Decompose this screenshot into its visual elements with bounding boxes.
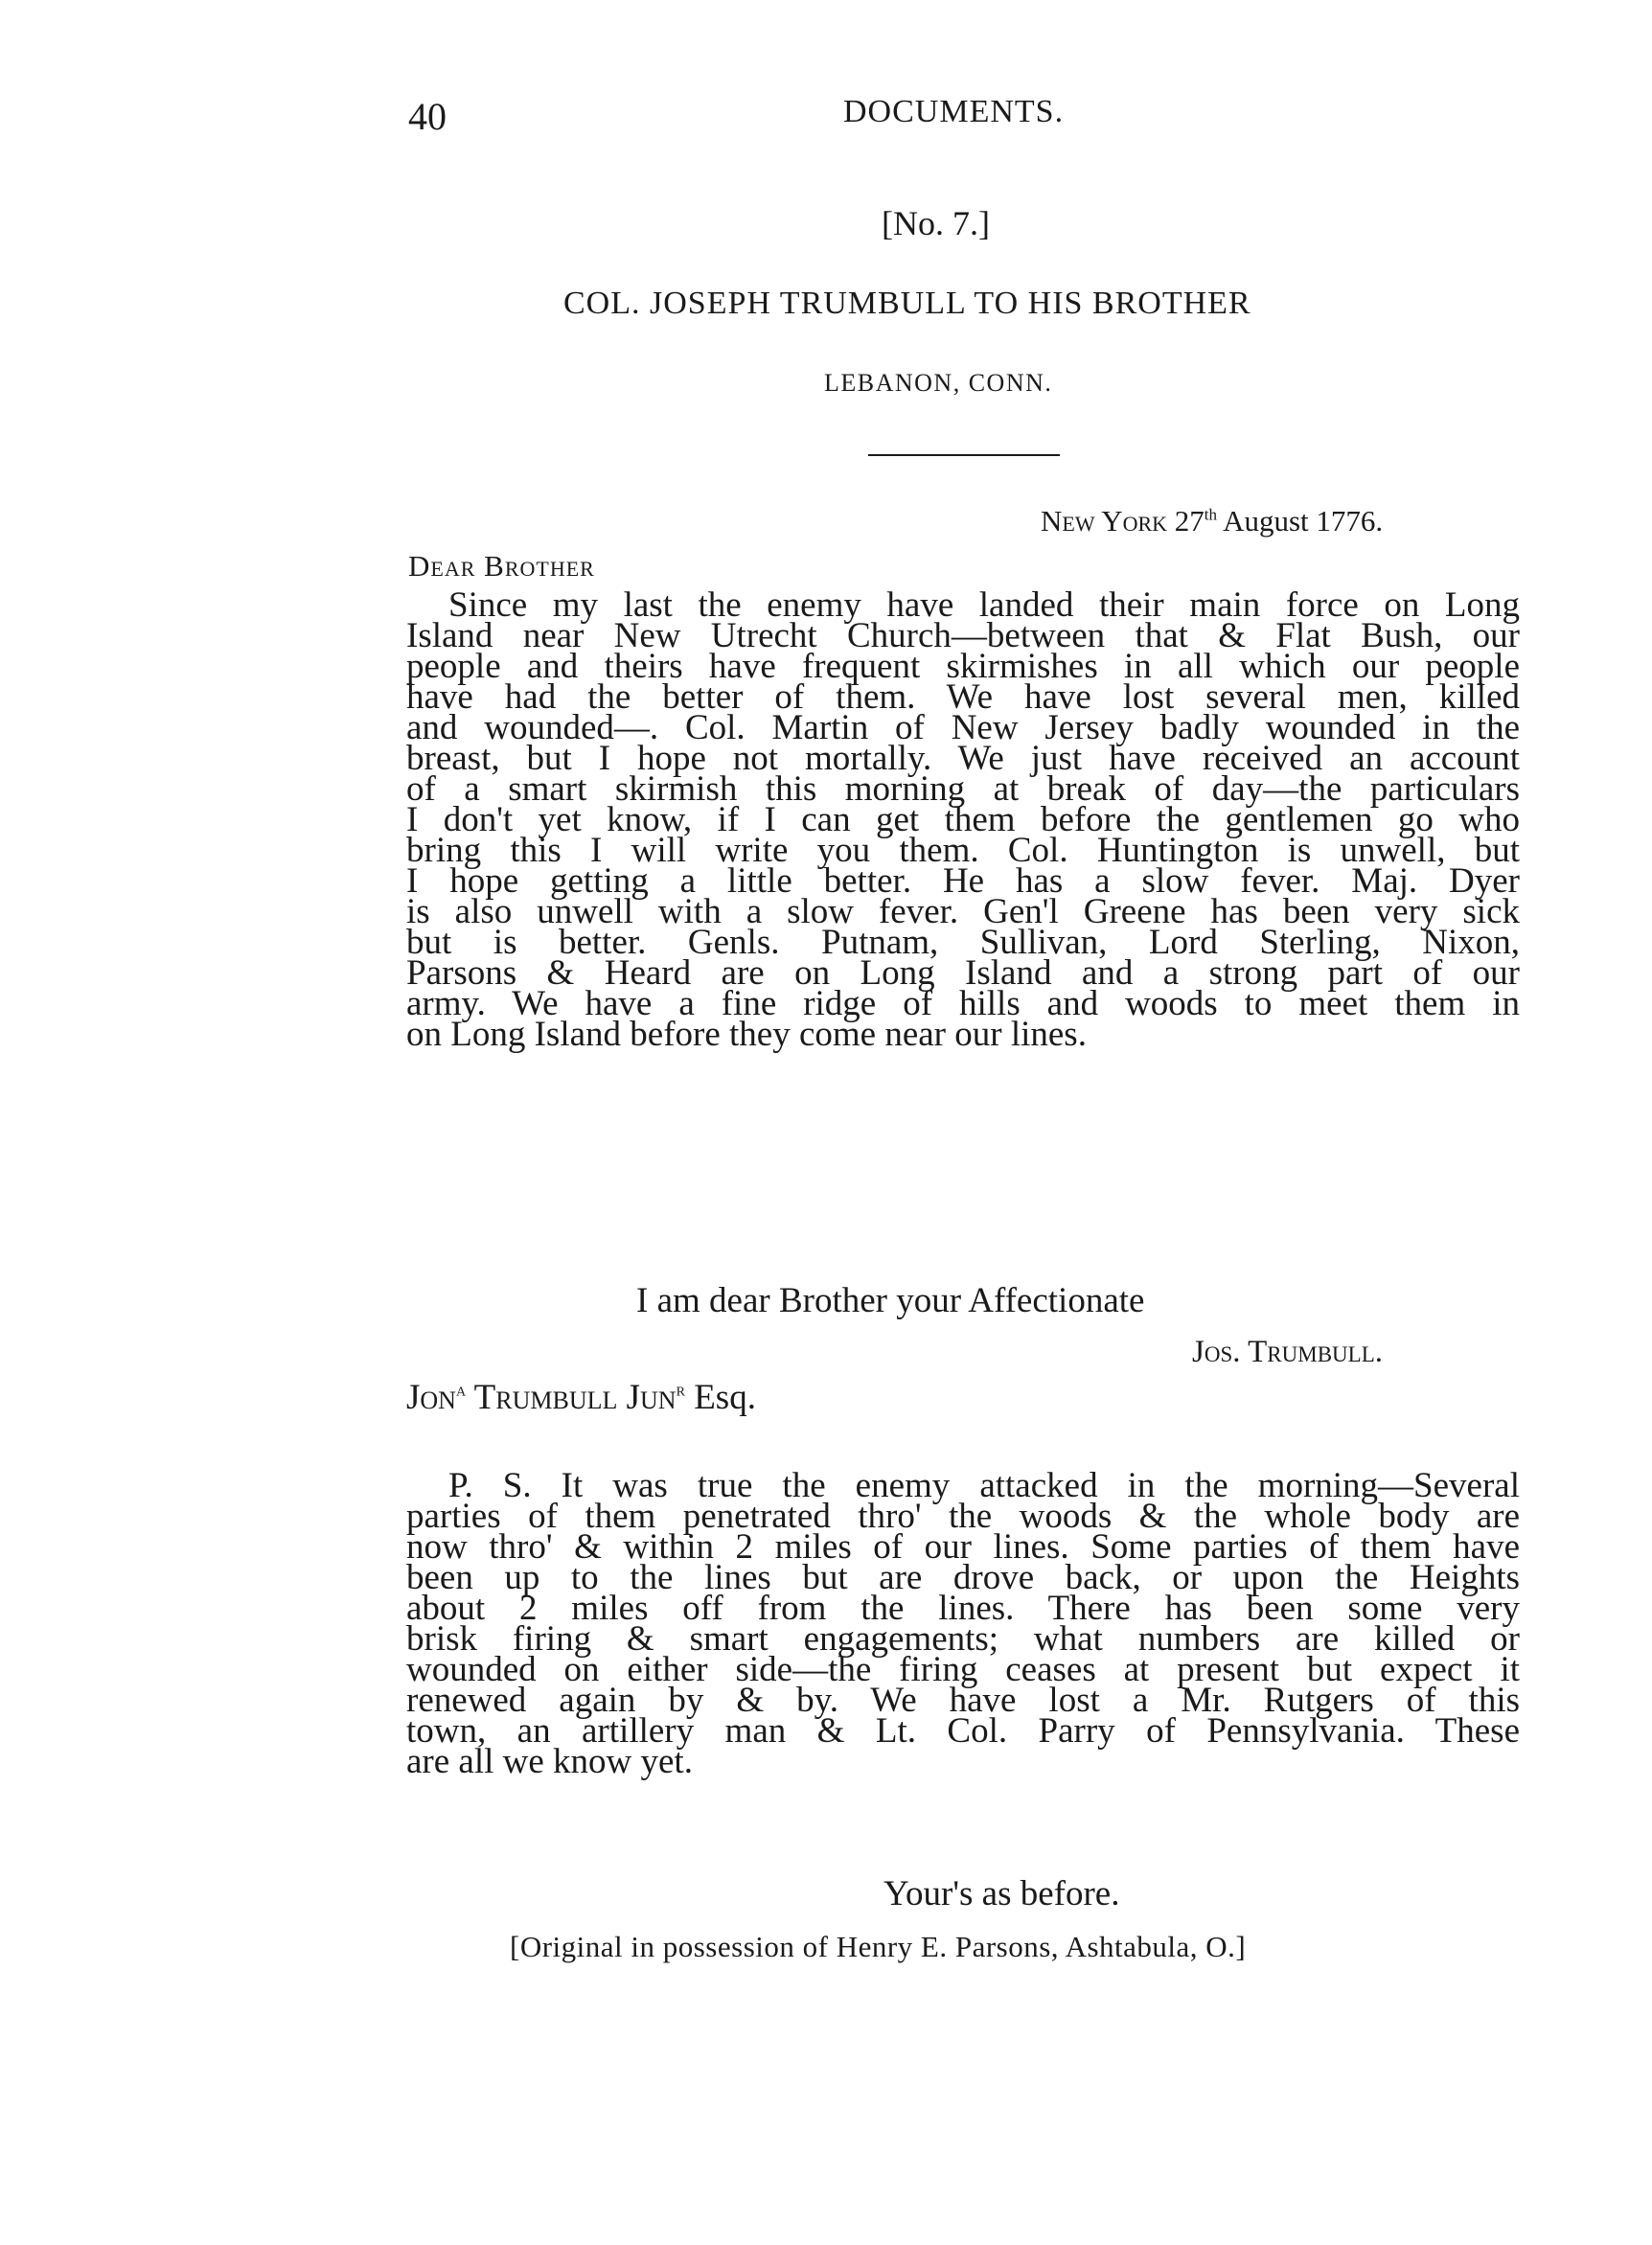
- postscript-line: are all we know yet.: [406, 1742, 693, 1781]
- postscript-line: renewed again by & by. We have lost a Mr. Rutgers of this: [406, 1681, 1520, 1720]
- recipient-name-part1: Jon: [406, 1378, 456, 1417]
- postscript-line: wounded on either side—the firing ceases at present but expect it: [406, 1650, 1520, 1689]
- postscript-line: parties of them penetrated thro' the woods & the whole body are: [406, 1497, 1520, 1536]
- body-line: people and theirs have frequent skirmishes in all which our people: [406, 647, 1520, 686]
- postscript-line: about 2 miles off from the lines. There has been some very: [406, 1589, 1520, 1628]
- dateline-day: 27: [1174, 504, 1205, 538]
- salutation: Dear Brother: [408, 549, 595, 583]
- postscript-line: been up to the lines but are drove back, or upon the Heights: [406, 1558, 1520, 1597]
- dateline: [1041, 504, 1383, 538]
- signature: Jos. Trumbull.: [1192, 1335, 1384, 1369]
- dateline-place: New York: [1041, 504, 1168, 538]
- title-rule: [868, 454, 1060, 456]
- page-number: 40: [408, 95, 447, 138]
- postscript-closing: Your's as before.: [883, 1874, 1120, 1913]
- postscript-line: brisk firing & smart engagements; what numbers are killed or: [406, 1619, 1520, 1659]
- document-subtitle: LEBANON, CONN.: [824, 369, 1053, 397]
- body-line: Since my last the enemy have landed their main force on Long: [448, 585, 1520, 625]
- body-line: but is better. Genls. Putnam, Sullivan, Lord Sterling, Nixon,: [406, 923, 1520, 962]
- body-line: I don't yet know, if I can get them before the gentlemen go who: [406, 800, 1520, 839]
- recipient-name-part2: Trumbull Jun: [466, 1378, 677, 1417]
- postscript-line: P. S. It was true the enemy attacked in the morning—Several: [448, 1466, 1520, 1505]
- closing: I am dear Brother your Affectionate: [636, 1281, 1145, 1320]
- postscript-line: town, an artillery man & Lt. Col. Parry of Pennsylvania. These: [406, 1711, 1520, 1751]
- body-line: I hope getting a little better. He has a slow fever. Maj. Dyer: [406, 861, 1520, 901]
- body-line: of a smart skirmish this morning at break of day—the particulars: [406, 769, 1520, 809]
- recipient-sup1: a: [455, 1379, 467, 1401]
- dateline-day-suffix: th: [1204, 505, 1218, 524]
- document-title: COL. JOSEPH TRUMBULL TO HIS BROTHER: [563, 286, 1251, 321]
- body-line: breast, but I hope not mortally. We just have received an account: [406, 739, 1520, 778]
- recipient: [406, 1377, 756, 1418]
- body-line: have had the better of them. We have lost several men, killed: [406, 677, 1520, 717]
- recipient-sup2: r: [676, 1379, 685, 1401]
- body-line: bring this I will write you them. Col. Huntington is unwell, but: [406, 831, 1520, 870]
- postscript-line: now thro' & within 2 miles of our lines. Some parties of them have: [406, 1527, 1520, 1567]
- running-head: DOCUMENTS.: [843, 94, 1065, 129]
- body-line: on Long Island before they come near our lines.: [406, 1015, 1087, 1054]
- body-line: Island near New Utrecht Church—between that & Flat Bush, our: [406, 616, 1520, 655]
- document-number: [No. 7.]: [882, 204, 990, 242]
- source-note: [Original in possession of Henry E. Parsons, Ashtabula, O.]: [510, 1930, 1247, 1963]
- dateline-rest: August 1776.: [1223, 504, 1384, 538]
- body-line: is also unwell with a slow fever. Gen'l Greene has been very sick: [406, 892, 1520, 931]
- body-line: and wounded—. Col. Martin of New Jersey badly wounded in the: [406, 708, 1520, 747]
- body-line: Parsons & Heard are on Long Island and a strong part of our: [406, 953, 1520, 993]
- recipient-esq: Esq.: [684, 1378, 756, 1417]
- body-line: army. We have a fine ridge of hills and woods to meet them in: [406, 984, 1520, 1023]
